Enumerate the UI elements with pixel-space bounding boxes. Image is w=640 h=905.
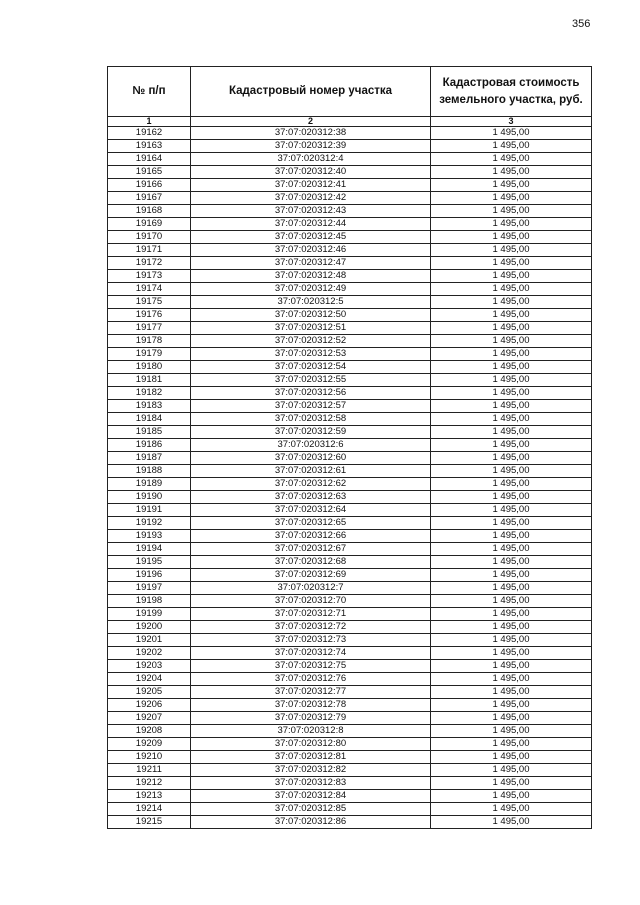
header-index: № п/п [108,67,191,117]
table-row [108,413,592,426]
table-row [108,309,592,322]
row-index-cell: 19170 [108,231,191,244]
cadastral-number-cell: 37:07:020312:58 [191,413,431,426]
cadastral-number-cell: 37:07:020312:42 [191,192,431,205]
row-index-cell: 19204 [108,673,191,686]
table-row [108,205,592,218]
cadastral-number-cell: 37:07:020312:67 [191,543,431,556]
cadastral-number-cell: 37:07:020312:80 [191,738,431,751]
cadastral-value-cell: 1 495,00 [431,231,592,244]
cadastral-number-cell: 37:07:020312:71 [191,608,431,621]
cadastral-number-cell: 37:07:020312:40 [191,166,431,179]
row-index-cell: 19211 [108,764,191,777]
column-number: 1 [108,117,191,127]
row-index-cell: 19195 [108,556,191,569]
row-index-cell: 19165 [108,166,191,179]
row-index-cell: 19179 [108,348,191,361]
cadastral-value-cell: 1 495,00 [431,491,592,504]
table-row [108,374,592,387]
row-index-cell: 19197 [108,582,191,595]
cadastral-value-cell: 1 495,00 [431,504,592,517]
cadastral-value-cell: 1 495,00 [431,569,592,582]
cadastral-value-cell: 1 495,00 [431,166,592,179]
cadastral-number-cell: 37:07:020312:59 [191,426,431,439]
row-index-cell: 19213 [108,790,191,803]
cadastral-number-cell: 37:07:020312:43 [191,205,431,218]
cadastral-number-cell: 37:07:020312:83 [191,777,431,790]
table-row [108,439,592,452]
row-index-cell: 19205 [108,686,191,699]
table-row [108,361,592,374]
cadastral-value-cell: 1 495,00 [431,335,592,348]
cadastral-number-cell: 37:07:020312:85 [191,803,431,816]
cadastral-value-cell: 1 495,00 [431,322,592,335]
cadastral-number-cell: 37:07:020312:38 [191,127,431,140]
table-row [108,270,592,283]
table-row [108,738,592,751]
cadastral-value-cell: 1 495,00 [431,582,592,595]
cadastral-value-cell: 1 495,00 [431,790,592,803]
cadastral-value-cell: 1 495,00 [431,764,592,777]
table-row [108,140,592,153]
table-row [108,647,592,660]
table-row [108,569,592,582]
row-index-cell: 19201 [108,634,191,647]
cadastral-value-cell: 1 495,00 [431,192,592,205]
row-index-cell: 19183 [108,400,191,413]
table-row [108,699,592,712]
table-row [108,335,592,348]
cadastral-value-cell: 1 495,00 [431,361,592,374]
row-index-cell: 19187 [108,452,191,465]
cadastral-number-cell: 37:07:020312:79 [191,712,431,725]
table-row [108,530,592,543]
cadastral-value-cell: 1 495,00 [431,751,592,764]
cadastral-number-cell: 37:07:020312:75 [191,660,431,673]
table-row [108,452,592,465]
cadastral-value-cell: 1 495,00 [431,803,592,816]
table-row [108,790,592,803]
row-index-cell: 19212 [108,777,191,790]
row-index-cell: 19200 [108,621,191,634]
table-row [108,712,592,725]
row-index-cell: 19162 [108,127,191,140]
cadastral-value-cell: 1 495,00 [431,270,592,283]
table-row [108,816,592,829]
cadastral-number-cell: 37:07:020312:63 [191,491,431,504]
row-index-cell: 19175 [108,296,191,309]
table-row [108,595,592,608]
row-index-cell: 19206 [108,699,191,712]
table-row [108,244,592,257]
cadastral-value-cell: 1 495,00 [431,426,592,439]
table-row [108,582,592,595]
table-row [108,634,592,647]
table-row [108,621,592,634]
table-header [108,67,592,127]
row-index-cell: 19191 [108,504,191,517]
table-row [108,803,592,816]
row-index-cell: 19166 [108,179,191,192]
cadastral-value-cell: 1 495,00 [431,556,592,569]
row-index-cell: 19174 [108,283,191,296]
table-row [108,257,592,270]
row-index-cell: 19215 [108,816,191,829]
cadastral-number-cell: 37:07:020312:57 [191,400,431,413]
row-index-cell: 19199 [108,608,191,621]
cadastral-number-cell: 37:07:020312:49 [191,283,431,296]
cadastral-number-cell: 37:07:020312:4 [191,153,431,166]
cadastral-number-cell: 37:07:020312:44 [191,218,431,231]
cadastral-number-cell: 37:07:020312:61 [191,465,431,478]
cadastral-number-cell: 37:07:020312:54 [191,361,431,374]
table-row [108,504,592,517]
cadastral-value-cell: 1 495,00 [431,608,592,621]
row-index-cell: 19176 [108,309,191,322]
cadastral-number-cell: 37:07:020312:64 [191,504,431,517]
table-row [108,777,592,790]
cadastral-value-cell: 1 495,00 [431,140,592,153]
cadastral-value-cell: 1 495,00 [431,309,592,322]
cadastral-number-cell: 37:07:020312:70 [191,595,431,608]
table-row [108,660,592,673]
cadastral-number-cell: 37:07:020312:68 [191,556,431,569]
cadastral-number-cell: 37:07:020312:74 [191,647,431,660]
table-row [108,127,592,140]
cadastral-number-cell: 37:07:020312:7 [191,582,431,595]
row-index-cell: 19196 [108,569,191,582]
row-index-cell: 19185 [108,426,191,439]
cadastral-number-cell: 37:07:020312:52 [191,335,431,348]
row-index-cell: 19180 [108,361,191,374]
table-row [108,322,592,335]
header-cadastral-value: Кадастровая стоимость земельного участка, руб. [431,67,592,117]
row-index-cell: 19190 [108,491,191,504]
column-number-row [108,117,592,127]
table-row [108,400,592,413]
table-row [108,348,592,361]
cadastral-value-cell: 1 495,00 [431,257,592,270]
cadastral-value-cell: 1 495,00 [431,387,592,400]
cadastral-value-cell: 1 495,00 [431,413,592,426]
table-row [108,283,592,296]
cadastral-value-cell: 1 495,00 [431,595,592,608]
cadastral-number-cell: 37:07:020312:69 [191,569,431,582]
cadastral-value-cell: 1 495,00 [431,777,592,790]
table-body [108,127,592,829]
row-index-cell: 19163 [108,140,191,153]
table-row [108,179,592,192]
cadastral-number-cell: 37:07:020312:48 [191,270,431,283]
table-row [108,387,592,400]
cadastral-value-cell: 1 495,00 [431,738,592,751]
row-index-cell: 19167 [108,192,191,205]
row-index-cell: 19188 [108,465,191,478]
cadastral-value-cell: 1 495,00 [431,699,592,712]
cadastral-number-cell: 37:07:020312:60 [191,452,431,465]
cadastral-number-cell: 37:07:020312:72 [191,621,431,634]
cadastral-value-cell: 1 495,00 [431,465,592,478]
row-index-cell: 19202 [108,647,191,660]
cadastral-number-cell: 37:07:020312:51 [191,322,431,335]
cadastral-value-cell: 1 495,00 [431,218,592,231]
cadastral-value-cell: 1 495,00 [431,374,592,387]
row-index-cell: 19194 [108,543,191,556]
cadastral-number-cell: 37:07:020312:50 [191,309,431,322]
cadastral-value-cell: 1 495,00 [431,634,592,647]
cadastral-number-cell: 37:07:020312:82 [191,764,431,777]
row-index-cell: 19198 [108,595,191,608]
row-index-cell: 19189 [108,478,191,491]
cadastral-value-cell: 1 495,00 [431,712,592,725]
cadastral-number-cell: 37:07:020312:86 [191,816,431,829]
cadastral-number-cell: 37:07:020312:41 [191,179,431,192]
cadastral-number-cell: 37:07:020312:66 [191,530,431,543]
row-index-cell: 19214 [108,803,191,816]
cadastral-value-cell: 1 495,00 [431,530,592,543]
cadastral-value-cell: 1 495,00 [431,439,592,452]
row-index-cell: 19181 [108,374,191,387]
cadastral-value-cell: 1 495,00 [431,205,592,218]
row-index-cell: 19171 [108,244,191,257]
cadastral-number-cell: 37:07:020312:5 [191,296,431,309]
row-index-cell: 19177 [108,322,191,335]
header-cadastral-number: Кадастровый номер участка [191,67,431,117]
cadastral-value-cell: 1 495,00 [431,127,592,140]
table-row [108,296,592,309]
row-index-cell: 19172 [108,257,191,270]
cadastral-value-cell: 1 495,00 [431,179,592,192]
cadastral-value-cell: 1 495,00 [431,673,592,686]
row-index-cell: 19173 [108,270,191,283]
cadastral-value-cell: 1 495,00 [431,452,592,465]
table-row [108,192,592,205]
cadastral-number-cell: 37:07:020312:73 [191,634,431,647]
table-row [108,556,592,569]
cadastral-value-table [107,66,592,829]
page-number: 356 [572,18,591,30]
row-index-cell: 19169 [108,218,191,231]
table-row [108,517,592,530]
cadastral-number-cell: 37:07:020312:56 [191,387,431,400]
row-index-cell: 19207 [108,712,191,725]
cadastral-value-cell: 1 495,00 [431,400,592,413]
row-index-cell: 19178 [108,335,191,348]
cadastral-number-cell: 37:07:020312:53 [191,348,431,361]
cadastral-value-cell: 1 495,00 [431,517,592,530]
cadastral-number-cell: 37:07:020312:65 [191,517,431,530]
table-row [108,751,592,764]
cadastral-number-cell: 37:07:020312:8 [191,725,431,738]
header-row [108,67,592,117]
cadastral-value-cell: 1 495,00 [431,686,592,699]
table-row [108,218,592,231]
table-row [108,153,592,166]
table-row [108,426,592,439]
cadastral-value-cell: 1 495,00 [431,478,592,491]
table-row [108,686,592,699]
row-index-cell: 19192 [108,517,191,530]
cadastral-value-cell: 1 495,00 [431,543,592,556]
table-row [108,673,592,686]
cadastral-number-cell: 37:07:020312:6 [191,439,431,452]
table-row [108,725,592,738]
table-row [108,608,592,621]
row-index-cell: 19168 [108,205,191,218]
cadastral-number-cell: 37:07:020312:62 [191,478,431,491]
cadastral-number-cell: 37:07:020312:39 [191,140,431,153]
row-index-cell: 19203 [108,660,191,673]
table-row [108,491,592,504]
cadastral-number-cell: 37:07:020312:84 [191,790,431,803]
table-row [108,231,592,244]
cadastral-number-cell: 37:07:020312:47 [191,257,431,270]
cadastral-number-cell: 37:07:020312:46 [191,244,431,257]
cadastral-number-cell: 37:07:020312:76 [191,673,431,686]
cadastral-number-cell: 37:07:020312:81 [191,751,431,764]
row-index-cell: 19209 [108,738,191,751]
cadastral-value-cell: 1 495,00 [431,660,592,673]
row-index-cell: 19184 [108,413,191,426]
cadastral-value-cell: 1 495,00 [431,647,592,660]
cadastral-number-cell: 37:07:020312:45 [191,231,431,244]
table-row [108,478,592,491]
cadastral-value-cell: 1 495,00 [431,244,592,257]
table-row [108,166,592,179]
cadastral-number-cell: 37:07:020312:78 [191,699,431,712]
column-number: 2 [191,117,431,127]
row-index-cell: 19193 [108,530,191,543]
cadastral-value-cell: 1 495,00 [431,283,592,296]
cadastral-value-cell: 1 495,00 [431,816,592,829]
cadastral-value-cell: 1 495,00 [431,621,592,634]
row-index-cell: 19186 [108,439,191,452]
cadastral-number-cell: 37:07:020312:77 [191,686,431,699]
row-index-cell: 19210 [108,751,191,764]
table-row [108,764,592,777]
row-index-cell: 19164 [108,153,191,166]
column-number: 3 [431,117,592,127]
row-index-cell: 19208 [108,725,191,738]
cadastral-value-cell: 1 495,00 [431,348,592,361]
cadastral-value-cell: 1 495,00 [431,296,592,309]
table-row [108,543,592,556]
cadastral-number-cell: 37:07:020312:55 [191,374,431,387]
table-row [108,465,592,478]
row-index-cell: 19182 [108,387,191,400]
cadastral-value-cell: 1 495,00 [431,153,592,166]
cadastral-value-cell: 1 495,00 [431,725,592,738]
